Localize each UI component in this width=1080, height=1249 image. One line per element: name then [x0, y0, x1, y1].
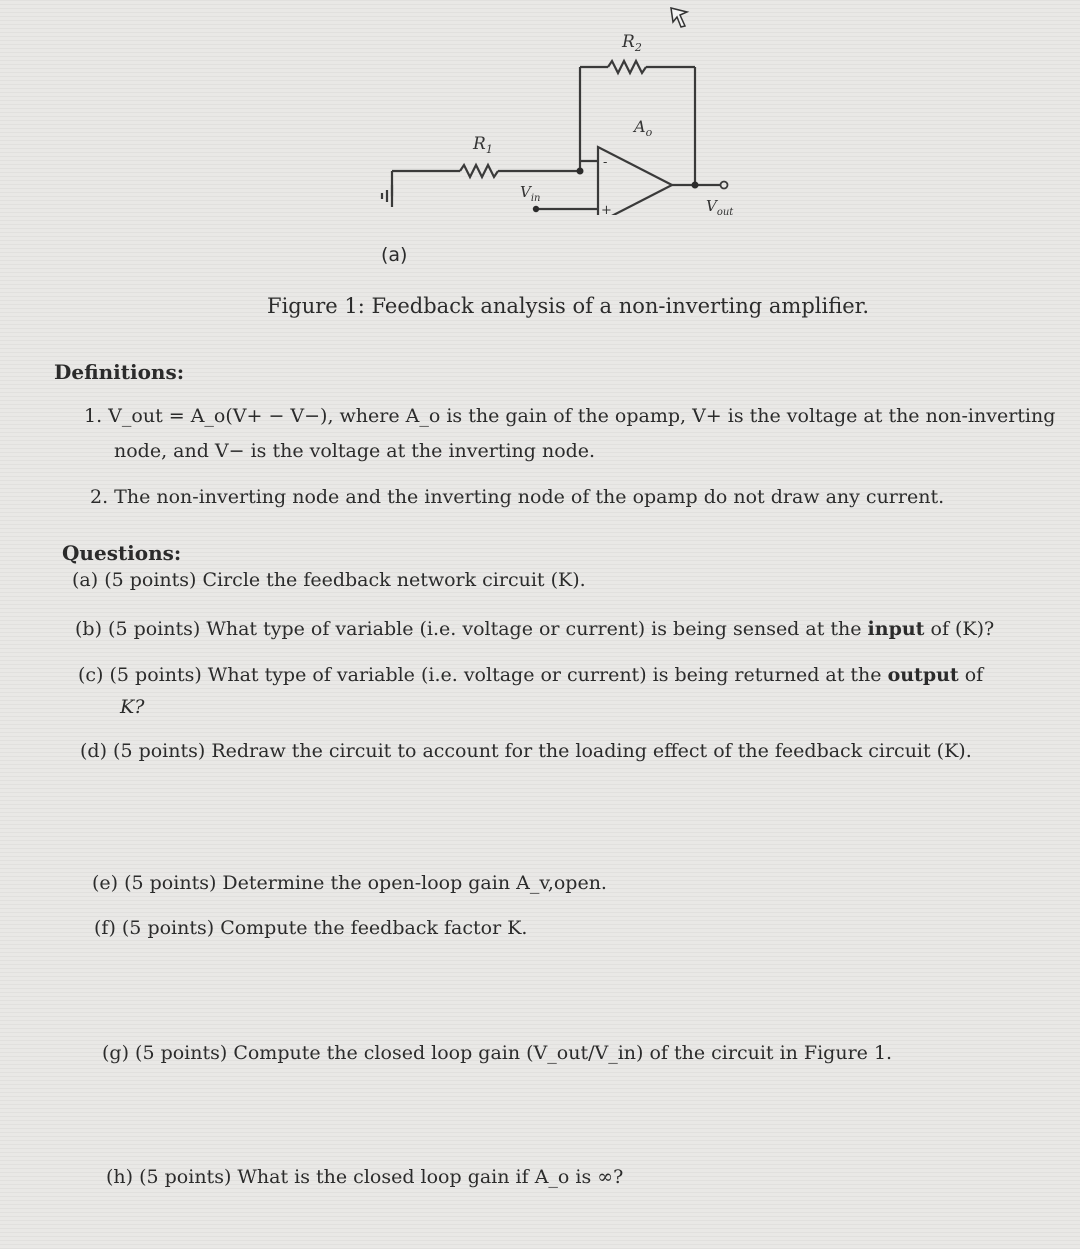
ao-label: $A_o$ — [634, 117, 653, 139]
vout-terminal — [721, 182, 728, 189]
ground-symbol — [382, 185, 392, 207]
r1-resistor — [460, 165, 498, 177]
vin-label: $V_{in}$ — [520, 183, 541, 204]
figure-sublabel: (a) — [381, 244, 408, 266]
question-c: (c) (5 points) What type of variable (i.e. voltage or current) is being returned at the output of — [78, 664, 984, 686]
question-a: (a) (5 points) Circle the feedback network circuit (K). — [72, 569, 586, 591]
definition-2: 2. The non-inverting node and the inverting node of the opamp do not draw any current. — [90, 486, 945, 508]
minus-sign: - — [603, 155, 608, 170]
circuit-diagram — [370, 25, 770, 215]
r2-label: $R_2$ — [622, 32, 642, 54]
feedback-node — [577, 168, 584, 175]
question-d: (d) (5 points) Redraw the circuit to account for the loading effect of the feedback circuit (K). — [80, 740, 972, 762]
question-g: (g) (5 points) Compute the closed loop gain (V_out/V_in) of the circuit in Figure 1. — [102, 1042, 893, 1064]
vin-terminal — [533, 206, 539, 212]
r2-resistor — [608, 61, 646, 73]
r1-label: $R_1$ — [473, 134, 493, 156]
definitions-heading: Definitions: — [54, 360, 185, 384]
plus-sign: + — [601, 203, 612, 215]
question-f: (f) (5 points) Compute the feedback factor K. — [94, 917, 528, 939]
definition-1-line1: 1. V_out = A_o(V+ − V−), where A_o is the gain of the opamp, V+ is the voltage at the non-inverting — [84, 405, 1056, 427]
question-b: (b) (5 points) What type of variable (i.e. voltage or current) is being sensed at the input of (K)? — [75, 618, 995, 640]
figure-caption: Figure 1: Feedback analysis of a non-inverting amplifier. — [267, 294, 870, 318]
questions-heading: Questions: — [62, 541, 182, 565]
definition-1-line2: node, and V− is the voltage at the inverting node. — [114, 440, 596, 462]
output-node — [692, 182, 699, 189]
question-e: (e) (5 points) Determine the open-loop gain A_v,open. — [92, 872, 607, 894]
vout-label: $V_{out}$ — [706, 197, 734, 215]
question-h: (h) (5 points) What is the closed loop gain if A_o is ∞? — [106, 1166, 624, 1188]
question-c-line2: K? — [120, 696, 145, 718]
